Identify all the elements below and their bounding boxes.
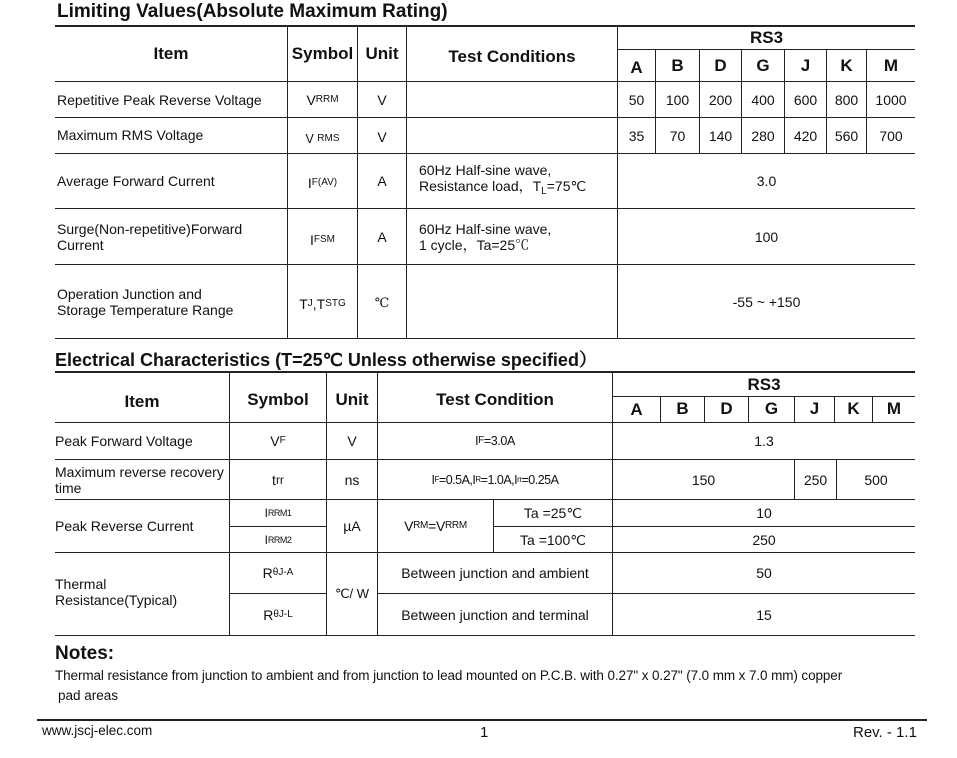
row-item: [55, 460, 229, 499]
test-sub: RRM: [445, 520, 467, 531]
row-item: [57, 209, 287, 264]
row-value-g: 400: [751, 91, 775, 108]
symbol-sub: F(AV): [311, 177, 338, 188]
symbol-main: T: [299, 295, 308, 312]
row-unit: A: [377, 228, 387, 245]
row-value-d: 140: [708, 127, 733, 144]
row-test-condition: [419, 209, 617, 264]
item-line: Thermal: [55, 576, 107, 592]
footer-page-number: 1: [480, 724, 489, 741]
row-value-k: 560: [834, 127, 859, 144]
symbol-sub: FSM: [313, 233, 335, 245]
symbol-sub: STG: [325, 297, 346, 309]
symbol-sub: J: [307, 297, 313, 309]
test-text: I: [475, 434, 479, 448]
row-symbol-2: [230, 527, 326, 552]
row-item: [57, 265, 287, 338]
item-line: Operation Junction and: [57, 285, 202, 302]
row-unit: V: [347, 433, 357, 449]
row-symbol-1: [230, 500, 326, 526]
header-test-condition: Test Condition: [436, 390, 554, 409]
symbol-sub: RRM1: [267, 508, 292, 518]
symbol-main: V: [305, 131, 314, 146]
row-value-j: 250: [803, 471, 828, 488]
symbol-main: ,T: [312, 295, 326, 312]
header-grade-d: D: [714, 55, 727, 75]
row-temperature-1: Ta =25℃: [523, 505, 583, 521]
row-test-condition: [378, 423, 612, 459]
header-grade-a: A: [630, 400, 643, 419]
header-item: Item: [124, 392, 160, 411]
test-sub: RM: [413, 520, 429, 531]
row-value-a: 50: [628, 91, 645, 108]
header-grade-b: B: [671, 55, 684, 75]
row-unit: ns: [344, 471, 360, 488]
row-value-k: 800: [834, 91, 859, 108]
row-value-b: 70: [669, 127, 686, 144]
header-grade-k: K: [847, 399, 860, 418]
row-unit: V: [377, 128, 387, 145]
header-unit: Unit: [335, 390, 369, 409]
test-text: I: [472, 472, 476, 487]
test-sub: F: [434, 474, 439, 484]
header-item: Item: [153, 44, 189, 63]
test-text: =0.25A: [521, 472, 559, 487]
header-grade-k: K: [840, 55, 853, 75]
symbol-sub: RRM: [315, 93, 339, 105]
row-symbol: [230, 460, 326, 499]
item-line: Maximum reverse recovery: [55, 463, 224, 480]
test-text: =V: [428, 518, 446, 534]
row-symbol: [288, 82, 357, 117]
row-value: 100: [754, 228, 779, 245]
row-value-b: 100: [665, 91, 690, 108]
row-test-condition: [378, 460, 612, 499]
electrical-characteristics-title: Electrical Characteristics (T=25℃ Unless otherwise specified）: [55, 350, 597, 370]
symbol-main: I: [264, 506, 268, 520]
test-text: I: [514, 472, 518, 487]
test-sub: rr: [517, 474, 522, 484]
limiting-values-title: Limiting Values(Absolute Maximum Rating): [57, 1, 448, 22]
notes-title: Notes:: [55, 643, 115, 664]
header-test-conditions: Test Conditions: [448, 47, 576, 66]
header-part-number: RS3: [747, 374, 781, 394]
test-sub: R: [475, 474, 481, 484]
header-symbol: Symbol: [291, 44, 354, 63]
row-symbol-1: [230, 553, 326, 593]
symbol-main: I: [307, 175, 312, 191]
row-unit: A: [377, 173, 387, 189]
test-text: V: [404, 518, 414, 534]
row-symbol: [288, 267, 357, 340]
header-part-number: RS3: [749, 28, 784, 47]
row-value-1: 50: [756, 565, 772, 581]
header-grade-j: J: [800, 55, 811, 75]
row-symbol: [230, 423, 326, 459]
row-item: Repetitive Peak Reverse Voltage: [57, 91, 262, 108]
row-value-2: 15: [756, 606, 772, 623]
row-unit: ℃: [374, 295, 390, 311]
footer-divider: [37, 719, 927, 721]
symbol-sub: θJ-A: [272, 567, 294, 578]
symbol-main: I: [264, 532, 268, 547]
header-unit: Unit: [365, 44, 399, 63]
row-item: Peak Forward Voltage: [55, 433, 193, 449]
symbol-sub: RRM2: [267, 534, 292, 545]
row-test-condition: [419, 154, 617, 208]
test-sub: L: [541, 186, 547, 197]
symbol-main: V: [306, 91, 316, 108]
table-border: [55, 338, 915, 339]
item-line: Surge(Non-repetitive)Forward: [57, 220, 243, 237]
notes-text: [55, 666, 935, 706]
item-line: Storage Temperature Range: [57, 301, 234, 318]
row-item: Maximum RMS Voltage: [57, 126, 204, 143]
test-sub: F: [478, 435, 484, 446]
row-value: 3.0: [756, 173, 777, 189]
test-text: =75℃: [546, 178, 587, 194]
row-value-abdg: 150: [691, 471, 716, 488]
symbol-main: R: [263, 606, 274, 623]
row-value-a: 35: [628, 127, 645, 144]
test-text: I: [431, 472, 435, 487]
item-line: Resistance(Typical): [55, 592, 178, 608]
row-value-j: 420: [793, 127, 818, 144]
row-unit: ℃/ W: [334, 586, 370, 601]
notes-line: Thermal resistance from junction to ambient and from junction to lead mounted on P.C.B. with 0.27" x 0.27" (7.0 mm x 7.0 mm) copper: [55, 668, 843, 683]
test-line: 60Hz Half-sine wave,: [419, 162, 552, 178]
symbol-main: V: [270, 433, 280, 449]
symbol-sub: θJ-L: [273, 608, 293, 620]
test-text: =0.5A,: [438, 472, 473, 487]
row-value-d: 200: [708, 91, 733, 108]
row-value-km: 500: [864, 471, 888, 488]
row-item: [55, 566, 229, 618]
item-line: Current: [57, 236, 104, 253]
symbol-sub: RMS: [317, 132, 340, 144]
notes-line: pad areas: [58, 688, 119, 703]
header-grade-m: M: [886, 399, 902, 418]
row-value-2: 250: [752, 531, 776, 548]
row-value: 1.3: [754, 433, 774, 449]
symbol-main: I: [310, 231, 314, 248]
item-line: time: [55, 479, 82, 496]
row-item: Peak Reverse Current: [55, 518, 194, 534]
symbol-sub: rr: [275, 472, 284, 487]
footer-revision: Rev. - 1.1: [853, 724, 917, 741]
header-grade-b: B: [676, 399, 689, 418]
header-symbol: Symbol: [247, 390, 309, 409]
row-value-m: 1000: [875, 91, 907, 108]
row-value-j: 600: [793, 91, 818, 108]
row-condition-1: Between junction and ambient: [401, 565, 589, 581]
test-line: 1 cycle，Ta=25℃: [419, 236, 530, 253]
test-text: =1.0A,: [480, 472, 515, 487]
row-symbol: [288, 122, 357, 155]
row-temperature-2: Ta =100℃: [520, 531, 586, 548]
header-grade-m: M: [883, 55, 899, 75]
test-line: [419, 178, 586, 200]
row-value: -55 ~ +150: [732, 293, 801, 310]
test-text: Resistance load，T: [419, 178, 542, 194]
row-symbol: [288, 156, 357, 210]
table-border: [55, 635, 915, 636]
row-unit: µA: [343, 518, 361, 534]
header-grade-g: G: [756, 55, 770, 75]
header-grade-a: A: [630, 57, 643, 77]
row-unit: V: [377, 91, 387, 108]
row-symbol: [288, 212, 357, 267]
test-line: 60Hz Half-sine wave,: [419, 220, 552, 237]
row-symbol-2: [230, 594, 326, 635]
row-test-condition: [378, 500, 493, 552]
header-grade-d: D: [720, 399, 733, 418]
row-condition-2: Between junction and terminal: [401, 606, 589, 623]
row-value-1: 10: [756, 505, 772, 521]
row-value-m: 700: [879, 127, 903, 144]
symbol-main: t: [272, 471, 276, 488]
symbol-main: R: [262, 565, 273, 581]
header-grade-g: G: [764, 399, 779, 418]
test-text: =3.0A: [483, 434, 515, 448]
symbol-sub: F: [279, 435, 286, 446]
header-grade-j: J: [809, 399, 820, 418]
footer-website: www.jscj-elec.com: [42, 723, 153, 738]
row-value-g: 280: [751, 127, 775, 144]
row-item: Average Forward Current: [57, 173, 215, 189]
